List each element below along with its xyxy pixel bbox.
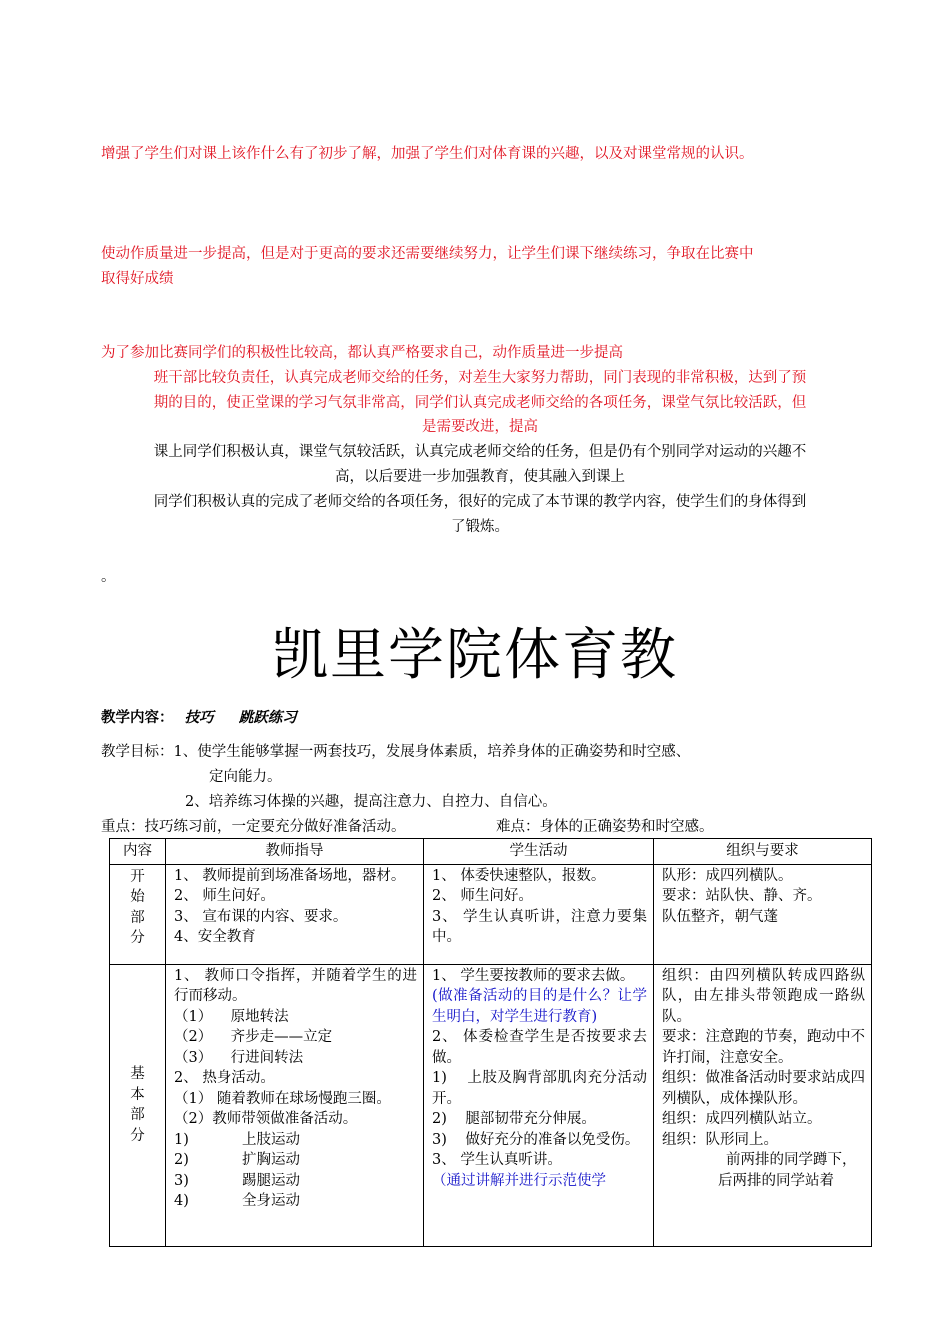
summary-paragraph-2-line-1: 使动作质量进一步提高，但是对于更高的要求还需要继续努力，让学生们课下继续练习，争取在比赛中 <box>101 246 754 262</box>
trailing-punctuation: 。 <box>101 569 116 585</box>
summary-paragraph-4-line-3: 是需要改进，提高 <box>422 419 538 435</box>
difficulty-point: 难点：身体的正确姿势和时空感。 <box>496 819 714 835</box>
summary-paragraph-1: 增强了学生们对课上该作什么有了初步了解，加强了学生们对体育课的兴趣，以及对课堂常规的认识。 <box>101 146 754 162</box>
summary-paragraph-5-line-2: 高，以后要进一步加强教育，使其融入到课上 <box>335 469 625 485</box>
teaching-content <box>101 705 297 730</box>
lesson-plan-table <box>109 838 872 1247</box>
row-label-main: 基 本 部 分 <box>110 964 166 1246</box>
summary-paragraph-6-line-2: 了锻炼。 <box>451 519 509 535</box>
summary-paragraph-5-line-1: 课上同学们积极认真，课堂气氛较活跃，认真完成老师交给的任务，但是仍有个别同学对运动的兴趣不 <box>153 444 807 460</box>
teaching-goal-1: 1、使学生能够掌握一两套技巧，发展身体素质，培养身体的正确姿势和时空感、 <box>173 744 691 760</box>
key-point: 重点：技巧练习前，一定要充分做好准备活动。 <box>101 819 406 835</box>
teaching-content-value: 技巧 跳跃练习 <box>184 709 297 726</box>
header-student: 学生活动 <box>424 839 654 865</box>
teaching-goal-label: 教学目标： <box>101 744 174 760</box>
header-teacher: 教师指导 <box>166 839 424 865</box>
teaching-goal <box>101 740 690 765</box>
table-row-start <box>110 864 872 964</box>
summary-paragraph-2-line-2: 取得好成绩 <box>101 271 174 287</box>
start-student-cell: 1、 体委快速整队，报数。 2、 师生问好。 3、 学生认真听讲，注意力要集中。 <box>424 864 654 964</box>
summary-paragraph-4-line-1: 班干部比较负责任，认真完成老师交给的任务，对差生大家努力帮助，同门表现的非常积极，达到了预 <box>153 370 807 386</box>
summary-paragraph-3: 为了参加比赛同学们的积极性比较高，都认真严格要求自己，动作质量进一步提高 <box>101 345 623 361</box>
teaching-goal-1-cont: 定向能力。 <box>209 769 282 785</box>
header-organization: 组织与要求 <box>654 839 872 865</box>
table-header-row <box>110 839 872 865</box>
page-title: 凯里学院体育教 <box>272 623 678 688</box>
teaching-content-label: 教学内容： <box>101 709 174 726</box>
teaching-goal-2: 2、培养练习体操的兴趣，提高注意力、自控力、自信心。 <box>185 794 557 810</box>
row-label-start: 开 始 部 分 <box>110 864 166 964</box>
summary-paragraph-4-line-2: 期的目的，使正堂课的学习气氛非常高，同学们认真完成老师交给的各项任务，课堂气氛比较活跃，但 <box>153 395 807 411</box>
header-content: 内容 <box>110 839 166 865</box>
table-row-main <box>110 964 872 1246</box>
summary-paragraph-6-line-1: 同学们积极认真的完成了老师交给的各项任务，很好的完成了本节课的教学内容，使学生们的身体得到 <box>153 494 807 510</box>
main-organization-cell: 组织：由四列横队转成四路纵队，由左排头带领跑成一路纵队。 要求：注意跑的节奏，跑动中不许打闹，注意安全。 组织：做准备活动时要求站成四列横队，成体操队形。 组织：成四列横队站立。 组织：队形同上。 前两排的同学蹲下， 后两排的同学站着 <box>654 964 872 1246</box>
main-student-cell: 1、 学生要按教师的要求去做。 (做准备活动的目的是什么？让学生明白，对学生进行教育) 2、 体委检查学生是否按要求去做。 1) 上肢及胸背部肌肉充分活动开。 2) 腿部韧带充分伸展。 3) 做好充分的准备以免受伤。 3、 学生认真听讲。 （通过讲解并进行示范使学 <box>424 964 654 1246</box>
main-teacher-cell: 1、 教师口令指挥，并随着学生的进行而移动。 （1） 原地转法 （2） 齐步走——立定 （3） 行进间转法 2、 热身活动。 （1） 随着教师在球场慢跑三圈。 （2）教师带领做准备活动。 1) 上肢运动 2) 扩胸运动 3) 踢腿运动 4) 全身运动 <box>166 964 424 1246</box>
start-teacher-cell: 1、 教师提前到场准备场地，器材。 2、 师生问好。 3、 宣布课的内容、要求。 4、安全教育 <box>166 864 424 964</box>
start-organization-cell: 队形：成四列横队。 要求：站队快、静、齐。 队伍整齐，朝气蓬 <box>654 864 872 964</box>
